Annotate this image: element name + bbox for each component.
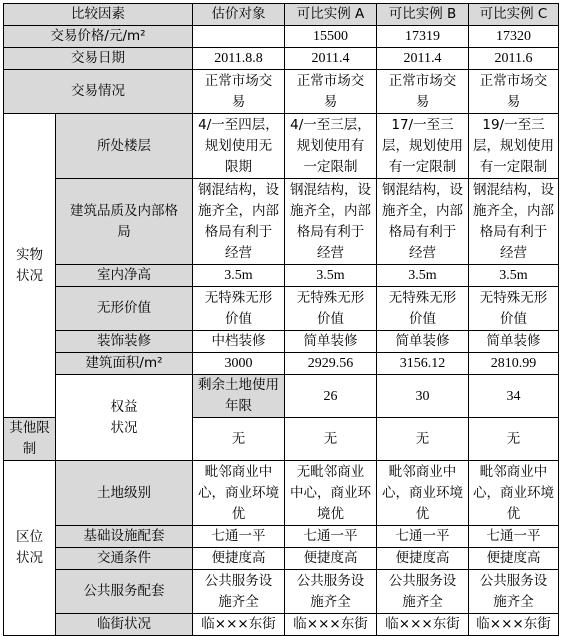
decoration-b: 简单装修 [377, 331, 469, 353]
other-limits-subject: 无 [193, 418, 285, 461]
quality-subject: 钢混结构，设 施齐全，内部 格局有利于 经营 [193, 179, 285, 265]
situation-subject: 正常市场交 易 [193, 70, 285, 114]
floor-c: 19/一至三 层，规划使用 有一定限制 [469, 114, 559, 179]
quality-b: 钢混结构，设 施齐全，内部 格局有利于 经营 [377, 179, 469, 265]
land-years-row [4, 375, 559, 418]
situation-a: 正常市场交 易 [285, 70, 377, 114]
public-service-label: 公共服务配套 [56, 570, 193, 614]
header-row [4, 4, 559, 26]
header-instance-b: 可比实例 B [377, 4, 469, 26]
decoration-a: 简单装修 [285, 331, 377, 353]
street-subject: 临×××东街 [193, 614, 285, 636]
date-label: 交易日期 [4, 48, 193, 70]
price-row [4, 26, 559, 48]
area-label: 建筑面积/m² [56, 353, 193, 375]
infrastructure-c: 七通一平 [469, 526, 559, 548]
traffic-a: 便捷度高 [285, 548, 377, 570]
floor-b: 17/一至三 层，规划使用 有一定限制 [377, 114, 469, 179]
quality-row [4, 179, 559, 265]
floor-subject: 4/一至四层， 规划使用无 限期 [193, 114, 285, 179]
height-c: 3.5m [469, 265, 559, 287]
area-c: 2810.99 [469, 353, 559, 375]
area-subject: 3000 [193, 353, 285, 375]
intangible-label: 无形价值 [56, 287, 193, 331]
street-label: 临街状况 [56, 614, 193, 636]
quality-c: 钢混结构，设 施齐全，内部 格局有利于 经营 [469, 179, 559, 265]
decoration-label: 装饰装修 [56, 331, 193, 353]
traffic-subject: 便捷度高 [193, 548, 285, 570]
decoration-subject: 中档装修 [193, 331, 285, 353]
street-row [4, 614, 559, 636]
land-years-a: 30 [377, 375, 469, 418]
comparison-table [3, 3, 559, 636]
height-b: 3.5m [377, 265, 469, 287]
infrastructure-label: 基础设施配套 [56, 526, 193, 548]
floor-row [4, 114, 559, 179]
land-grade-row [4, 461, 559, 526]
header-instance-a: 可比实例 A [285, 4, 377, 26]
quality-label: 建筑品质及内部格 局 [56, 179, 193, 265]
land-grade-subject: 毗邻商业中 心，商业环境 优 [193, 461, 285, 526]
date-subject: 2011.8.8 [193, 48, 285, 70]
height-subject: 3.5m [193, 265, 285, 287]
land-years-subject: 26 [285, 375, 377, 418]
intangible-b: 无特殊无形 价值 [377, 287, 469, 331]
other-limits-b: 无 [377, 418, 469, 461]
infrastructure-row [4, 526, 559, 548]
public-service-c: 公共服务设 施齐全 [469, 570, 559, 614]
intangible-a: 无特殊无形 价值 [285, 287, 377, 331]
land-grade-label: 土地级别 [56, 461, 193, 526]
situation-b: 正常市场交 易 [377, 70, 469, 114]
price-a: 15500 [285, 26, 377, 48]
land-grade-a: 无毗邻商业 中心，商业环 境优 [285, 461, 377, 526]
date-a: 2011.4 [285, 48, 377, 70]
price-c: 17320 [469, 26, 559, 48]
street-a: 临×××东街 [285, 614, 377, 636]
quality-a: 钢混结构，设 施齐全，内部 格局有利于 经营 [285, 179, 377, 265]
floor-label: 所处楼层 [56, 114, 193, 179]
floor-a: 4/一至三层， 规划使用有 一定限制 [285, 114, 377, 179]
date-b: 2011.4 [377, 48, 469, 70]
infrastructure-b: 七通一平 [377, 526, 469, 548]
price-b: 17319 [377, 26, 469, 48]
price-subject [193, 26, 285, 48]
decoration-c: 简单装修 [469, 331, 559, 353]
physical-group-label: 实物 状况 [4, 114, 56, 418]
public-service-subject: 公共服务设 施齐全 [193, 570, 285, 614]
situation-c: 正常市场交 易 [469, 70, 559, 114]
situation-label: 交易情况 [4, 70, 193, 114]
area-b: 3156.12 [377, 353, 469, 375]
land-grade-c: 毗邻商业中 心，商业环境 优 [469, 461, 559, 526]
public-service-a: 公共服务设 施齐全 [285, 570, 377, 614]
area-a: 2929.56 [285, 353, 377, 375]
area-row [4, 353, 559, 375]
date-row [4, 48, 559, 70]
height-row [4, 265, 559, 287]
traffic-b: 便捷度高 [377, 548, 469, 570]
date-c: 2011.6 [469, 48, 559, 70]
height-a: 3.5m [285, 265, 377, 287]
public-service-row [4, 570, 559, 614]
price-label: 交易价格/元/m² [4, 26, 193, 48]
intangible-subject: 无特殊无形 价值 [193, 287, 285, 331]
land-years-label: 剩余土地使用年限 [193, 375, 285, 418]
header-subject: 估价对象 [193, 4, 285, 26]
intangible-c: 无特殊无形 价值 [469, 287, 559, 331]
header-instance-c: 可比实例 C [469, 4, 559, 26]
rights-group-label: 权益 状况 [56, 375, 193, 461]
decoration-row [4, 331, 559, 353]
street-b: 临×××东街 [377, 614, 469, 636]
intangible-row [4, 287, 559, 331]
street-c: 临×××东街 [469, 614, 559, 636]
infrastructure-subject: 七通一平 [193, 526, 285, 548]
infrastructure-a: 七通一平 [285, 526, 377, 548]
land-years-b: 34 [469, 375, 559, 418]
other-limits-c: 无 [469, 418, 559, 461]
other-limits-a: 无 [285, 418, 377, 461]
height-label: 室内净高 [56, 265, 193, 287]
public-service-b: 公共服务设 施齐全 [377, 570, 469, 614]
other-limits-label: 其他限制 [4, 418, 56, 461]
land-grade-b: 毗邻商业中 心，商业环境 优 [377, 461, 469, 526]
header-factor: 比较因素 [4, 4, 193, 26]
traffic-row [4, 548, 559, 570]
situation-row [4, 70, 559, 114]
traffic-c: 便捷度高 [469, 548, 559, 570]
location-group-label: 区位 状况 [4, 461, 56, 636]
traffic-label: 交通条件 [56, 548, 193, 570]
